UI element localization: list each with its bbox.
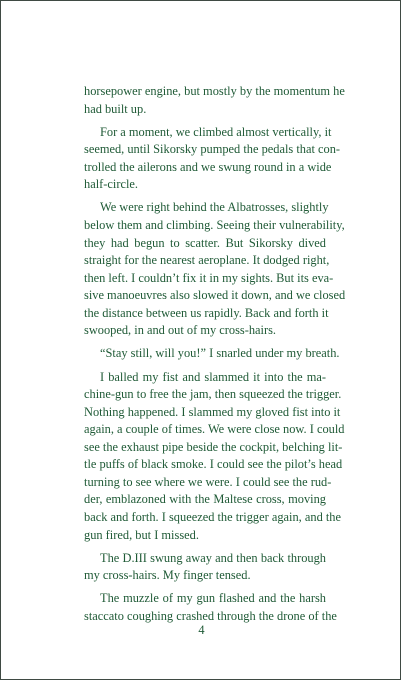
text-line: “Stay still, will you!” I snarled under my breath. — [100, 346, 340, 361]
paragraph — [84, 124, 341, 194]
text-line: then left. I couldn’t fix it in my sights. But its eva- — [84, 270, 334, 285]
text-line: seemed, until Sikorsky pumped the pedals that con- — [84, 142, 341, 157]
paragraph — [84, 369, 345, 544]
text-line: der, emblazoned with the Maltese cross, moving — [84, 492, 326, 507]
text-line: they had begun to scatter. But Sikorsky dived — [84, 235, 326, 250]
text-line: The muzzle of my gun flashed and the harsh — [100, 591, 326, 606]
paragraph — [84, 199, 346, 339]
text-line: tle puffs of black smoke. I could see the pilot’s head — [84, 457, 343, 472]
text-line: swooped, in and out of my cross-hairs. — [84, 323, 277, 338]
paragraph — [84, 345, 340, 363]
text-line: see the exhaust pipe beside the cockpit, belching lit- — [84, 439, 343, 454]
text-line: trolled the ailerons and we swung round in a wide — [84, 159, 332, 174]
text-line: my cross-hairs. My finger tensed. — [84, 568, 251, 583]
text-line: Nothing happened. I slammed my gloved fist into it — [84, 404, 341, 419]
text-line: had built up. — [84, 101, 147, 116]
text-line: horsepower engine, but mostly by the momentum he — [84, 84, 345, 98]
page-number: 4 — [198, 623, 205, 637]
text-line: gun fired, but I missed. — [84, 527, 199, 542]
text-line: I balled my fist and slammed it into the ma- — [100, 369, 326, 384]
text-line: again, a couple of times. We were close now. I could — [84, 422, 345, 437]
paragraph — [84, 83, 345, 118]
text-line: For a moment, we climbed almost vertically, it — [100, 124, 332, 139]
text-line: sive manoeuvres also slowed it down, and we closed — [84, 288, 346, 303]
text-line: We were right behind the Albatrosses, slightly — [100, 200, 329, 215]
text-line: back and forth. I squeezed the trigger again, and the — [84, 509, 341, 524]
text-line: chine-gun to free the jam, then squeezed the trigger. — [84, 387, 342, 402]
paragraph — [84, 550, 326, 585]
text-line: half-circle. — [84, 177, 138, 192]
text-line: staccato coughing crashed through the drone of the — [84, 608, 337, 623]
text-line: straight for the nearest aeroplane. It dodged right, — [84, 253, 330, 268]
text-line: turning to see where we were. I could see the rud- — [84, 474, 332, 489]
text-line: the distance between us rapidly. Back and forth it — [84, 305, 329, 320]
text-line: below them and climbing. Seeing their vulnerability, — [84, 218, 345, 233]
text-line: The D.III swung away and then back through — [100, 550, 326, 565]
body-text — [84, 83, 346, 625]
paragraph — [84, 590, 337, 625]
